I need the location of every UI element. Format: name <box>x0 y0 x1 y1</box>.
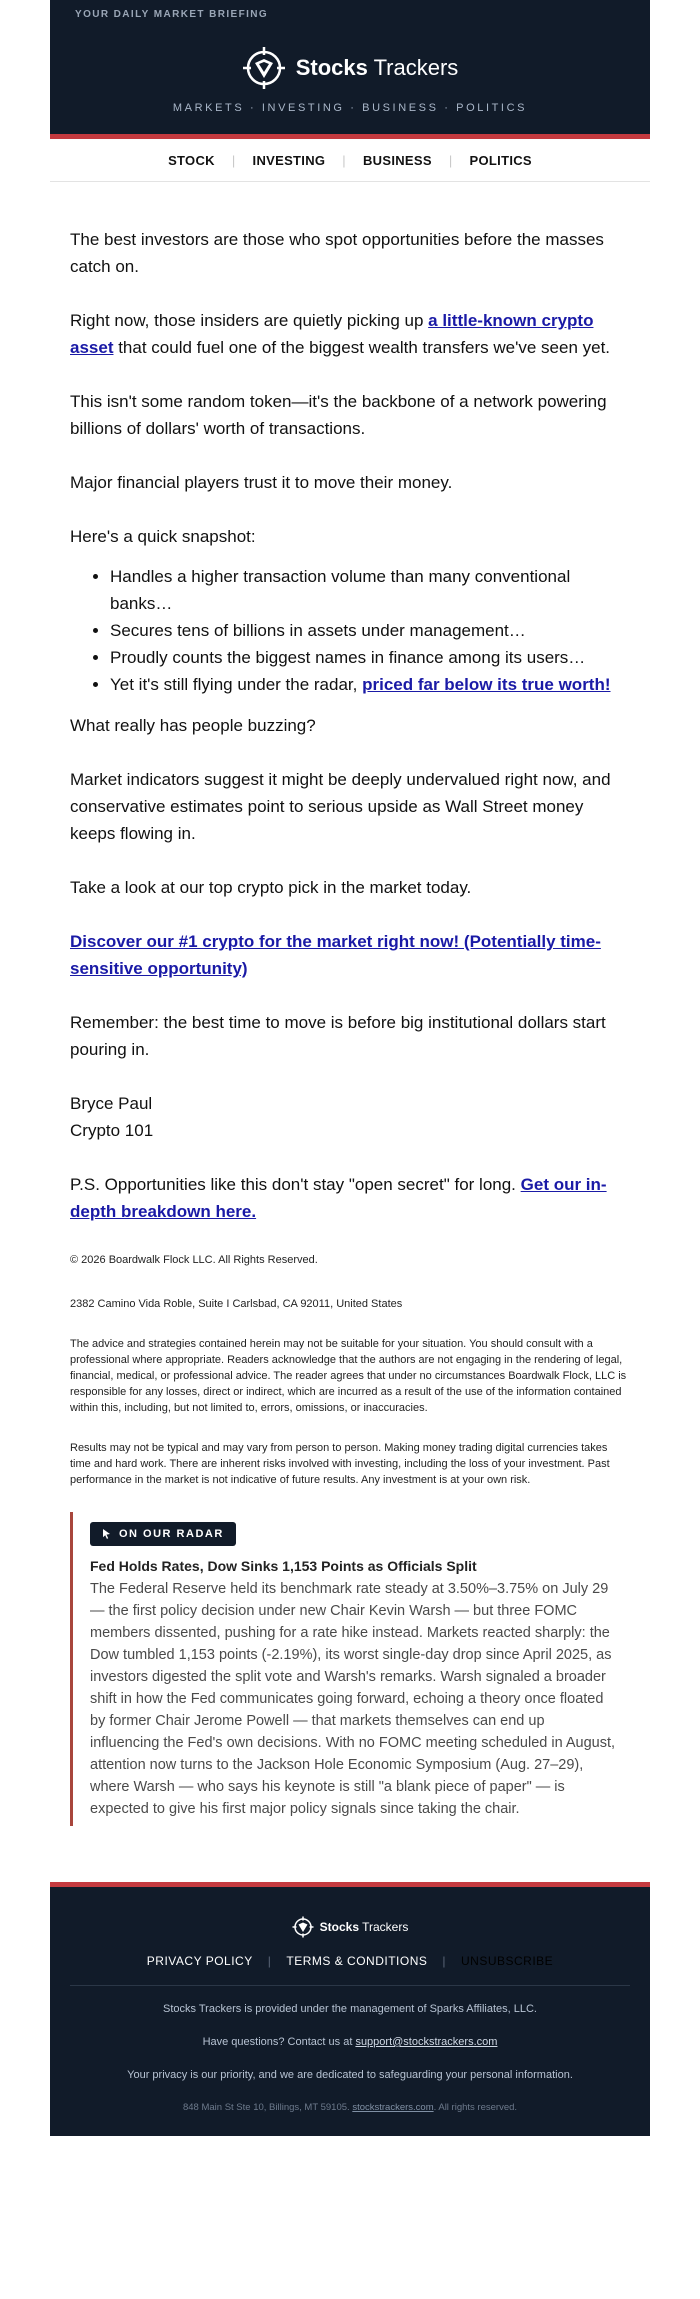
privacy-policy-link[interactable]: PRIVACY POLICY <box>146 1954 253 1968</box>
paragraph <box>70 928 630 982</box>
privacy-notice: Your privacy is our priority, and we are dedicated to safeguarding your personal information. <box>127 2069 573 2081</box>
paragraph: What really has people buzzing? <box>70 716 316 735</box>
compass-target-icon <box>292 1916 314 1938</box>
top-nav <box>50 139 650 182</box>
nav-item-investing[interactable]: INVESTING <box>252 152 326 168</box>
paragraph: Here's a quick snapshot: <box>70 527 256 546</box>
footer-links <box>70 1954 630 1968</box>
radar-body: The Federal Reserve held its benchmark rate steady at 3.50%–3.75% on July 29 — the first policy decision under new Chair Kevin Warsh — but three FOMC members dissented, pushing for a rate hike instead. Markets reacted sharply: the Dow tumbled 1,153 points (-2.19%), its worst single-day drop since April 2025, as investors digested the split vote and Warsh's remarks. Warsh signaled a broader shift in how the Fed communicates going forward, echoing a theory once floated by former Chair Jerome Powell — that markets themselves can end up influencing the Fed's own decisions. With no FOMC meeting scheduled in August, attention now turns to the Jackson Hole Economic Symposium (Aug. 27–29), where Warsh — who says his keynote is still "a blank piece of paper" — is expected to give his first major policy signals since taking the chair. <box>90 1581 616 1817</box>
paragraph: Market indicators suggest it might be deeply undervalued right now, and conservative estimates point to serious upside as Wall Street money keeps flowing in. <box>70 770 611 843</box>
unsubscribe-link[interactable]: UNSUBSCRIBE <box>461 1954 554 1968</box>
signature-title: Crypto 101 <box>70 1121 154 1140</box>
list-item: • Secures tens of billions in assets under management… <box>110 617 630 644</box>
list-item: • Handles a higher transaction volume than many conventional banks… <box>110 563 630 617</box>
compass-target-icon <box>242 46 286 90</box>
email-container <box>50 0 650 2136</box>
paragraph: Major financial players trust it to move their money. <box>70 473 453 492</box>
footer-separator: | <box>442 1954 446 1968</box>
breakdown-link[interactable]: Get our in-depth breakdown here. <box>70 1175 607 1221</box>
header-tagline: MARKETS · INVESTING · BUSINESS · POLITICS <box>172 102 528 114</box>
footer-separator: | <box>267 1954 272 1968</box>
risk-disclaimer-text: Results may not be typical and may vary from person to person. Making money trading digital currencies takes time and hard work. There are inherent risks involved with investing, including the loss of your investment. Past performance in the market is not indicative of future results. Any investment is at your own risk. <box>70 1442 610 1486</box>
contact-text: Have questions? Contact us at support@stockstrackers.com <box>202 2036 498 2048</box>
crypto-asset-link[interactable]: a little-known crypto asset <box>70 311 594 357</box>
radar-badge <box>90 1522 236 1546</box>
signature <box>70 1090 630 1144</box>
paragraph: Remember: the best time to move is before big institutional dollars start pouring in. <box>70 1013 606 1059</box>
website-link[interactable]: stockstrackers.com <box>352 2102 434 2113</box>
nav-separator: | <box>448 152 453 168</box>
postscript: P.S. Opportunities like this don't stay "open secret" for long. Get our in-depth breakdown here. <box>70 1175 607 1221</box>
paragraph: Take a look at our top crypto pick in the market today. <box>70 878 472 897</box>
radar-news-box <box>70 1512 630 1826</box>
radar-badge-label: ON OUR RADAR <box>119 1528 224 1540</box>
nav-item-politics[interactable]: POLITICS <box>469 152 532 168</box>
legal-section <box>50 1252 650 1488</box>
email-body <box>50 182 650 1225</box>
nav-separator: | <box>231 152 236 168</box>
footer-logo[interactable] <box>70 1915 630 1939</box>
nav-item-business[interactable]: BUSINESS <box>362 152 432 168</box>
nav-item-stock[interactable]: STOCK <box>168 152 215 168</box>
nav-separator: | <box>342 152 346 168</box>
footer-logo-rest: Trackers <box>362 1920 409 1934</box>
footer-address: 848 Main St Ste 10, Billings, MT 59105. stockstrackers.com. All rights reserved. <box>182 2102 518 2113</box>
email-header <box>50 0 650 139</box>
paragraph: The best investors are those who spot opportunities before the masses catch on. <box>70 230 604 276</box>
logo-brand-rest: Trackers <box>373 55 459 80</box>
support-email-link[interactable]: support@stockstrackers.com <box>355 2036 498 2048</box>
footer-divider <box>70 1985 630 1986</box>
priced-below-worth-link[interactable]: priced far below its true worth! <box>362 675 611 694</box>
list-item: • Yet it's still flying under the radar, priced far below its true worth! <box>110 671 630 698</box>
email-footer <box>50 1882 650 2136</box>
terms-conditions-link[interactable]: TERMS & CONDITIONS <box>286 1954 428 1968</box>
radar-headline: Fed Holds Rates, Dow Sinks 1,153 Points as Officials Split <box>90 1558 477 1574</box>
header-kicker: YOUR DAILY MARKET BRIEFING <box>75 9 269 20</box>
brand-logo[interactable] <box>50 46 650 90</box>
disclaimer-text: The advice and strategies contained herein may not be suitable for your situation. You should consult with a professional where appropriate. Readers acknowledge that the authors are not engaging in the rendering of legal, financial, medical, or professional advice. The reader agrees that under no circumstances Boardwalk Flock, LLC is responsible for any losses, direct or indirect, which are incurred as a result of the use of the information contained within this, including, but not limited to, errors, omissions, or inaccuracies. <box>70 1338 627 1414</box>
footer-logo-strong: Stocks <box>319 1920 359 1934</box>
snapshot-list <box>70 563 630 698</box>
list-item: • Proudly counts the biggest names in finance among its users… <box>110 644 630 671</box>
company-address: 2382 Camino Vida Roble, Suite I Carlsbad, CA 92011, United States <box>70 1298 403 1310</box>
paragraph: This isn't some random token—it's the backbone of a network powering billions of dollars' worth of transactions. <box>70 392 607 438</box>
discover-crypto-cta-link[interactable]: Discover our #1 crypto for the market right now! (Potentially time-sensitive opportunity) <box>70 932 601 978</box>
logo-brand-strong: Stocks <box>295 55 368 80</box>
cursor-pointer-icon <box>102 1529 111 1539</box>
copyright-text: © 2026 Boardwalk Flock LLC. All Rights Reserved. <box>70 1254 318 1266</box>
management-notice: Stocks Trackers is provided under the management of Sparks Affiliates, LLC. <box>163 2003 537 2015</box>
signature-name: Bryce Paul <box>70 1094 153 1113</box>
paragraph: Right now, those insiders are quietly picking up a little-known crypto asset that could fuel one of the biggest wealth transfers we've seen yet. <box>70 311 611 357</box>
